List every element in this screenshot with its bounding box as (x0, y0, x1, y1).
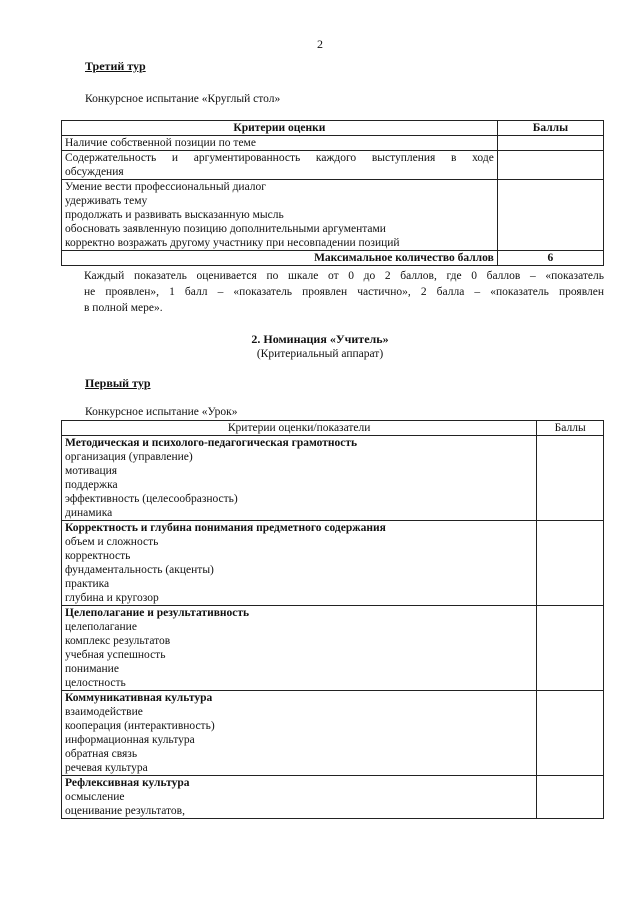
criteria-group-cell (62, 521, 537, 606)
criteria-group-cell (62, 691, 537, 776)
criteria-group-title: Целеполагание и результативность (65, 607, 250, 619)
indicator-item: кооперация (интерактивность) (65, 720, 215, 732)
points-cell (497, 180, 603, 251)
column-header-criteria: Критерии оценки (62, 121, 498, 136)
scoring-note-line: в полной мере». (84, 302, 163, 314)
contest-title-round-table: Конкурсное испытание «Круглый стол» (85, 93, 281, 105)
indicator-item: речевая культура (65, 762, 148, 774)
criteria-text: обосновать заявленную позицию дополнительными аргументами (65, 223, 386, 235)
indicator-item: оценивание результатов, (65, 805, 185, 817)
scoring-note (84, 269, 604, 283)
criteria-group-title: Рефлексивная культура (65, 777, 190, 789)
table-header-row (62, 421, 604, 436)
criteria-text: удерживать тему (65, 195, 148, 207)
points-cell (497, 136, 603, 151)
criteria-group-cell (62, 776, 537, 819)
table-row (62, 151, 604, 180)
table-row (62, 521, 604, 606)
points-cell (537, 776, 604, 819)
max-score-label: Максимальное количество баллов (62, 251, 498, 266)
criteria-group-title: Методическая и психолого-педагогическая грамотность (65, 437, 358, 449)
indicator-item: информационная культура (65, 734, 195, 746)
indicator-item: динамика (65, 507, 113, 519)
criteria-cell (62, 136, 498, 151)
criteria-group-cell (62, 436, 537, 521)
indicator-item: фундаментальность (акценты) (65, 564, 214, 576)
indicator-item: объем и сложность (65, 536, 159, 548)
criteria-text: Наличие собственной позиции по теме (65, 137, 256, 149)
column-header-criteria: Критерии оценки/показатели (62, 421, 537, 436)
indicator-item: целостность (65, 677, 126, 689)
points-cell (497, 151, 603, 180)
criteria-group-title: Коммуникативная культура (65, 692, 213, 704)
indicator-item: целеполагание (65, 621, 137, 633)
max-score-value: 6 (497, 251, 603, 266)
nomination-title: 2. Номинация «Учитель» (251, 332, 389, 346)
table-total-row (62, 251, 604, 266)
table-header-row (62, 121, 604, 136)
criteria-text: продолжать и развивать высказанную мысль (65, 209, 284, 221)
criteria-text: корректно возражать другому участнику при несовпадении позиций (65, 237, 400, 249)
points-cell (537, 691, 604, 776)
scoring-note-line: Каждый показатель оценивается по шкале от 0 до 2 баллов, где 0 баллов – «показатель (84, 270, 604, 282)
indicator-item: глубина и кругозор (65, 592, 159, 604)
criteria-text: обсуждения (65, 166, 124, 178)
criteria-table-round3 (61, 120, 604, 266)
criteria-cell (62, 180, 498, 251)
table-row (62, 691, 604, 776)
criteria-text: Содержательность и аргументированность каждого выступления в ходе (65, 152, 494, 164)
indicator-item: понимание (65, 663, 119, 675)
indicator-item: корректность (65, 550, 131, 562)
indicator-item: учебная успешность (65, 649, 166, 661)
criteria-text: Умение вести профессиональный диалог (65, 181, 266, 193)
points-cell (537, 521, 604, 606)
criteria-cell (62, 151, 498, 180)
scoring-note-line: не проявлен», 1 балл – «показатель проявлен частично», 2 балла – «показатель проявлен (84, 286, 604, 298)
indicator-item: поддержка (65, 479, 118, 491)
column-header-points: Баллы (537, 421, 604, 436)
contest-title-lesson: Конкурсное испытание «Урок» (85, 406, 238, 418)
indicator-item: обратная связь (65, 748, 138, 760)
column-header-points: Баллы (497, 121, 603, 136)
indicator-item: взаимодействие (65, 706, 143, 718)
criteria-table-lesson (61, 420, 604, 819)
section-heading-round1: Первый тур (85, 376, 151, 390)
table-row (62, 180, 604, 251)
table-row (62, 776, 604, 819)
section-heading-round3: Третий тур (85, 59, 146, 73)
table-row (62, 606, 604, 691)
indicator-item: практика (65, 578, 110, 590)
indicator-item: организация (управление) (65, 451, 193, 463)
table-row (62, 436, 604, 521)
nomination-subtitle: (Критериальный аппарат) (256, 348, 384, 360)
indicator-item: комплекс результатов (65, 635, 171, 647)
indicator-item: мотивация (65, 465, 118, 477)
criteria-group-title: Корректность и глубина понимания предметного содержания (65, 522, 386, 534)
indicator-item: эффективность (целесообразность) (65, 493, 238, 505)
table-row (62, 136, 604, 151)
points-cell (537, 606, 604, 691)
indicator-item: осмысление (65, 791, 125, 803)
page-number: 2 (317, 37, 323, 51)
points-cell (537, 436, 604, 521)
criteria-group-cell (62, 606, 537, 691)
scoring-note-continued (84, 285, 604, 315)
